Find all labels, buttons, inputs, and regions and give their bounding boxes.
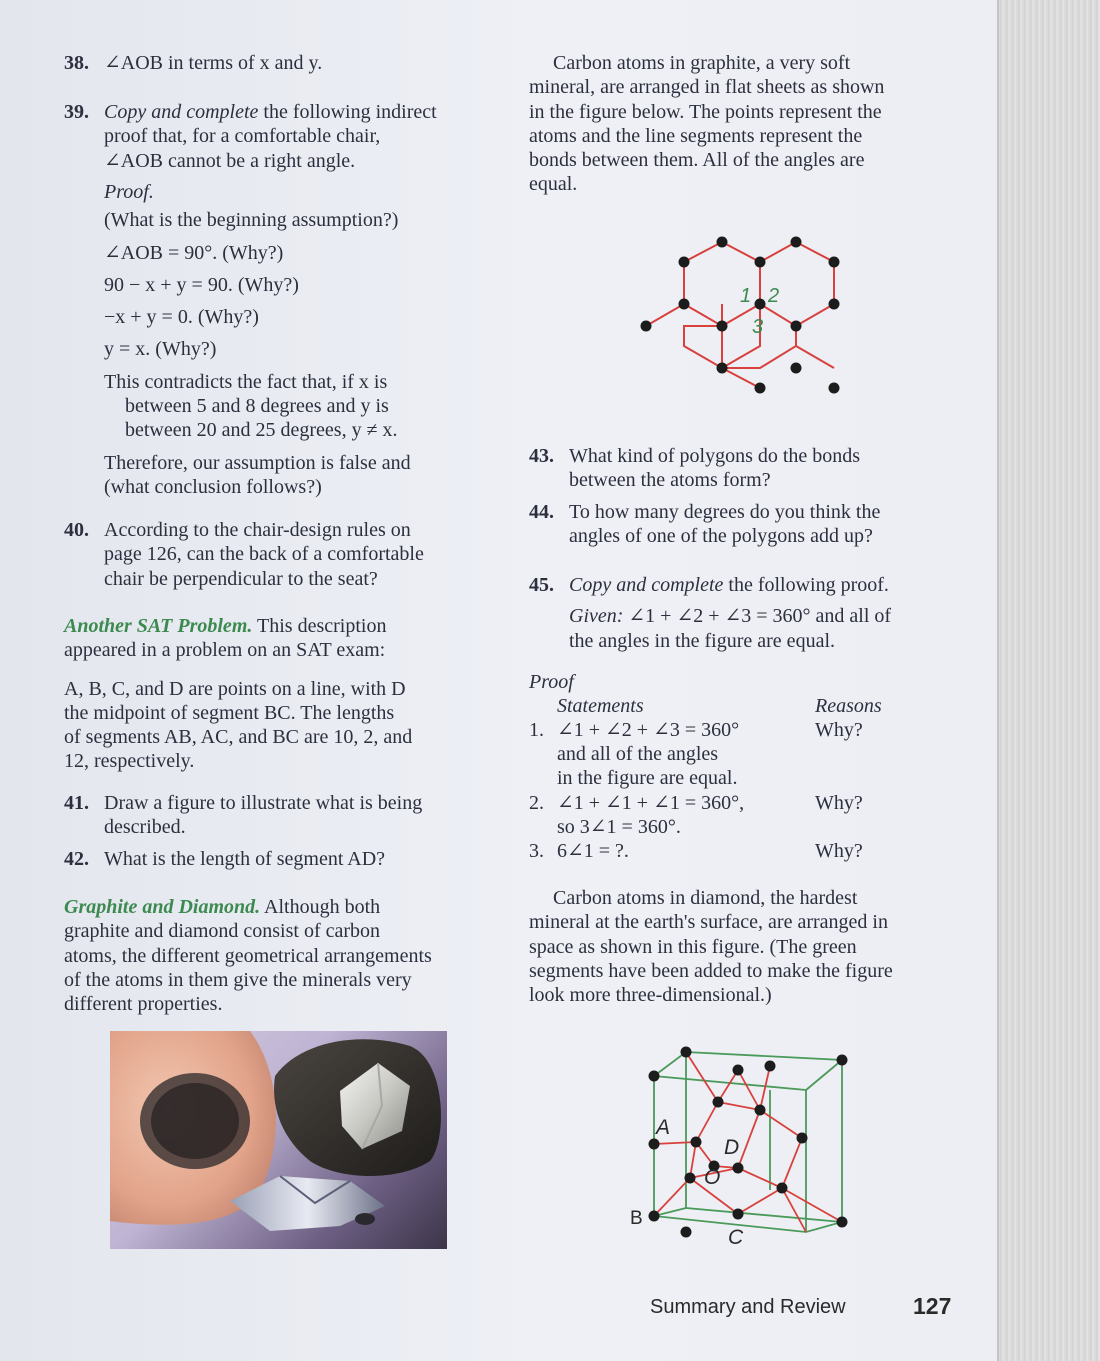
graphite-figure: [630, 230, 860, 405]
instruction-italic: Copy and complete: [569, 574, 724, 596]
point-label-a: A: [656, 1116, 671, 1139]
statement: ∠1 + ∠1 + ∠1 = 360°,: [557, 792, 745, 815]
body-text: atoms and the line segments represent the: [529, 124, 863, 147]
atom: [681, 1047, 692, 1058]
atom: [717, 321, 728, 332]
atom: [755, 383, 766, 394]
exercise-text: To how many degrees do you think the: [569, 501, 881, 523]
row-number: 1.: [529, 719, 544, 742]
atom: [829, 257, 840, 268]
exercise-text: Draw a figure to illustrate what is being: [104, 792, 423, 814]
atom: [837, 1055, 848, 1066]
body-text: mineral, are arranged in flat sheets as shown: [529, 76, 885, 99]
atom: [791, 321, 802, 332]
section-footer: Summary and Review: [650, 1296, 846, 1318]
atom: [685, 1173, 696, 1184]
proof-row: [529, 839, 959, 863]
body-text: look more three-dimensional.): [529, 984, 772, 1007]
atom: [733, 1163, 744, 1174]
statement: 6∠1 = ?.: [557, 840, 629, 863]
atom: [649, 1139, 660, 1150]
proof-step: (What is the beginning assumption?): [104, 209, 399, 232]
point-label-o: O: [704, 1166, 721, 1189]
exercise-text: between the atoms form?: [569, 469, 771, 492]
body-text: segments have been added to make the figure: [529, 959, 893, 982]
body-text: This description: [252, 615, 387, 637]
proof-label: Proof: [529, 671, 574, 693]
angle-label-2: 2: [768, 285, 780, 307]
body-text: equal.: [529, 173, 578, 196]
exercise-number: 39.: [64, 101, 89, 123]
exercise-text: chair be perpendicular to the seat?: [104, 567, 378, 590]
statements-header: Statements: [557, 695, 644, 718]
atom: [649, 1211, 660, 1222]
instruction-text: the following indirect: [258, 101, 437, 123]
atom: [791, 237, 802, 248]
exercise-text: proof that, for a comfortable chair,: [104, 125, 381, 148]
instruction-italic: Copy and complete: [104, 101, 259, 123]
exercise-number: 38.: [64, 52, 89, 74]
atom: [679, 257, 690, 268]
atom: [679, 299, 690, 310]
point-label-d: D: [724, 1136, 740, 1159]
diamond-figure: [620, 1040, 865, 1250]
exercise-text: angles of one of the polygons add up?: [569, 525, 873, 548]
body-text: in the figure below. The points represent the: [529, 100, 882, 123]
atom: [829, 383, 840, 394]
exercise-text: What is the length of segment AD?: [104, 848, 386, 870]
exercise-number: 40.: [64, 519, 89, 541]
statement: ∠1 + ∠2 + ∠3 = 360°: [557, 719, 740, 742]
body-text: graphite and diamond consist of carbon: [64, 920, 381, 943]
body-text: appeared in a problem on an SAT exam:: [64, 639, 386, 662]
body-text: bonds between them. All of the angles are: [529, 149, 865, 172]
exercise-43: [529, 444, 959, 493]
graphite-diamond-section: [64, 895, 504, 1016]
atom: [777, 1183, 788, 1194]
page-number: 127: [913, 1293, 952, 1319]
body-text: Carbon atoms in diamond, the hardest: [553, 887, 858, 909]
atom: [713, 1097, 724, 1108]
body-text: of segments AB, AC, and BC are 10, 2, and: [64, 726, 413, 749]
atom: [681, 1227, 692, 1238]
given-label: Given:: [569, 605, 624, 628]
point-label-c: C: [728, 1226, 744, 1249]
body-text: Although both: [260, 896, 381, 918]
body-text: atoms, the different geometrical arrangements: [64, 944, 432, 967]
atom: [755, 1105, 766, 1116]
sat-problem: [64, 614, 504, 774]
diamond-intro: [529, 886, 959, 1007]
statement: in the figure are equal.: [557, 767, 738, 790]
section-heading: Graphite and Diamond.: [64, 896, 261, 918]
exercise-40: [64, 518, 504, 591]
body-text: Carbon atoms in graphite, a very soft: [553, 52, 851, 74]
statement: and all of the angles: [557, 743, 719, 766]
atom: [691, 1137, 702, 1148]
graphite-intro: [529, 51, 959, 197]
atom: [641, 321, 652, 332]
exercise-text: What kind of polygons do the bonds: [569, 445, 861, 467]
page-edge: [997, 0, 1100, 1361]
exercise-41: [64, 791, 504, 840]
point-label-b: B: [630, 1208, 643, 1229]
proof-row: [529, 791, 959, 839]
body-text: 12, respectively.: [64, 750, 195, 773]
atom: [733, 1209, 744, 1220]
body-text: mineral at the earth's surface, are arranged in: [529, 911, 888, 934]
atom: [797, 1133, 808, 1144]
proof-39: [104, 180, 504, 499]
row-number: 2.: [529, 792, 544, 815]
proof-step: 90 − x + y = 90. (Why?): [104, 273, 299, 296]
given-text: ∠1 + ∠2 + ∠3 = 360° and all of: [623, 605, 892, 628]
atom: [649, 1071, 660, 1082]
row-number: 3.: [529, 840, 544, 863]
atom: [829, 299, 840, 310]
given-text: the angles in the figure are equal.: [569, 629, 835, 652]
body-text: A, B, C, and D are points on a line, with D: [64, 677, 406, 700]
proof-row: [529, 718, 959, 791]
atom: [717, 237, 728, 248]
exercise-text: ∠AOB cannot be a right angle.: [104, 149, 356, 172]
exercise-45: [529, 573, 959, 653]
proof-label: Proof.: [104, 181, 154, 203]
reason: Why?: [815, 840, 863, 863]
proof-text: (what conclusion follows?): [104, 475, 322, 498]
reason: Why?: [815, 792, 863, 815]
body-text: space as shown in this figure. (The green: [529, 935, 857, 958]
exercise-number: 43.: [529, 445, 554, 467]
atom: [755, 257, 766, 268]
exercise-number: 45.: [529, 574, 554, 596]
graphite-bonds: [646, 242, 834, 388]
exercise-39: [64, 100, 504, 173]
instruction-text: the following proof.: [723, 574, 889, 596]
proof-text: This contradicts the fact that, if x is: [104, 370, 388, 393]
section-heading: Another SAT Problem.: [64, 615, 253, 637]
proof-text: between 5 and 8 degrees and y is: [125, 395, 389, 418]
exercise-44: [529, 500, 959, 549]
proof-step: y = x. (Why?): [104, 338, 217, 361]
two-column-proof: [529, 670, 959, 863]
atom: [733, 1065, 744, 1076]
reasons-header: Reasons: [815, 695, 882, 718]
reason: Why?: [815, 719, 863, 742]
exercise-text: page 126, can the back of a comfortable: [104, 543, 424, 566]
proof-text: between 20 and 25 degrees, y ≠ x.: [125, 419, 398, 442]
proof-step: ∠AOB = 90°. (Why?): [104, 241, 284, 264]
proof-step: −x + y = 0. (Why?): [104, 306, 259, 329]
exercise-text: described.: [104, 816, 186, 839]
exercise-number: 41.: [64, 792, 89, 814]
exercise-42: [64, 847, 504, 871]
atom: [791, 363, 802, 374]
angle-label-1: 1: [740, 285, 752, 307]
atom: [717, 363, 728, 374]
exercise-number: 42.: [64, 848, 89, 870]
angle-label-3: 3: [752, 316, 764, 338]
exercise-38: [64, 51, 504, 75]
graphite-diamond-photo: [110, 1031, 447, 1249]
exercise-text: According to the chair-design rules on: [104, 519, 411, 541]
atom: [765, 1061, 776, 1072]
proof-text: Therefore, our assumption is false and: [104, 451, 411, 474]
statement: so 3∠1 = 360°.: [557, 816, 681, 839]
exercise-number: 44.: [529, 501, 554, 523]
atom: [755, 299, 766, 310]
body-text: of the atoms in them give the minerals very: [64, 968, 412, 991]
body-text: the midpoint of segment BC. The lengths: [64, 701, 395, 724]
exercise-text: ∠AOB in terms of x and y.: [104, 52, 323, 74]
atom: [837, 1217, 848, 1228]
body-text: different properties.: [64, 993, 223, 1016]
